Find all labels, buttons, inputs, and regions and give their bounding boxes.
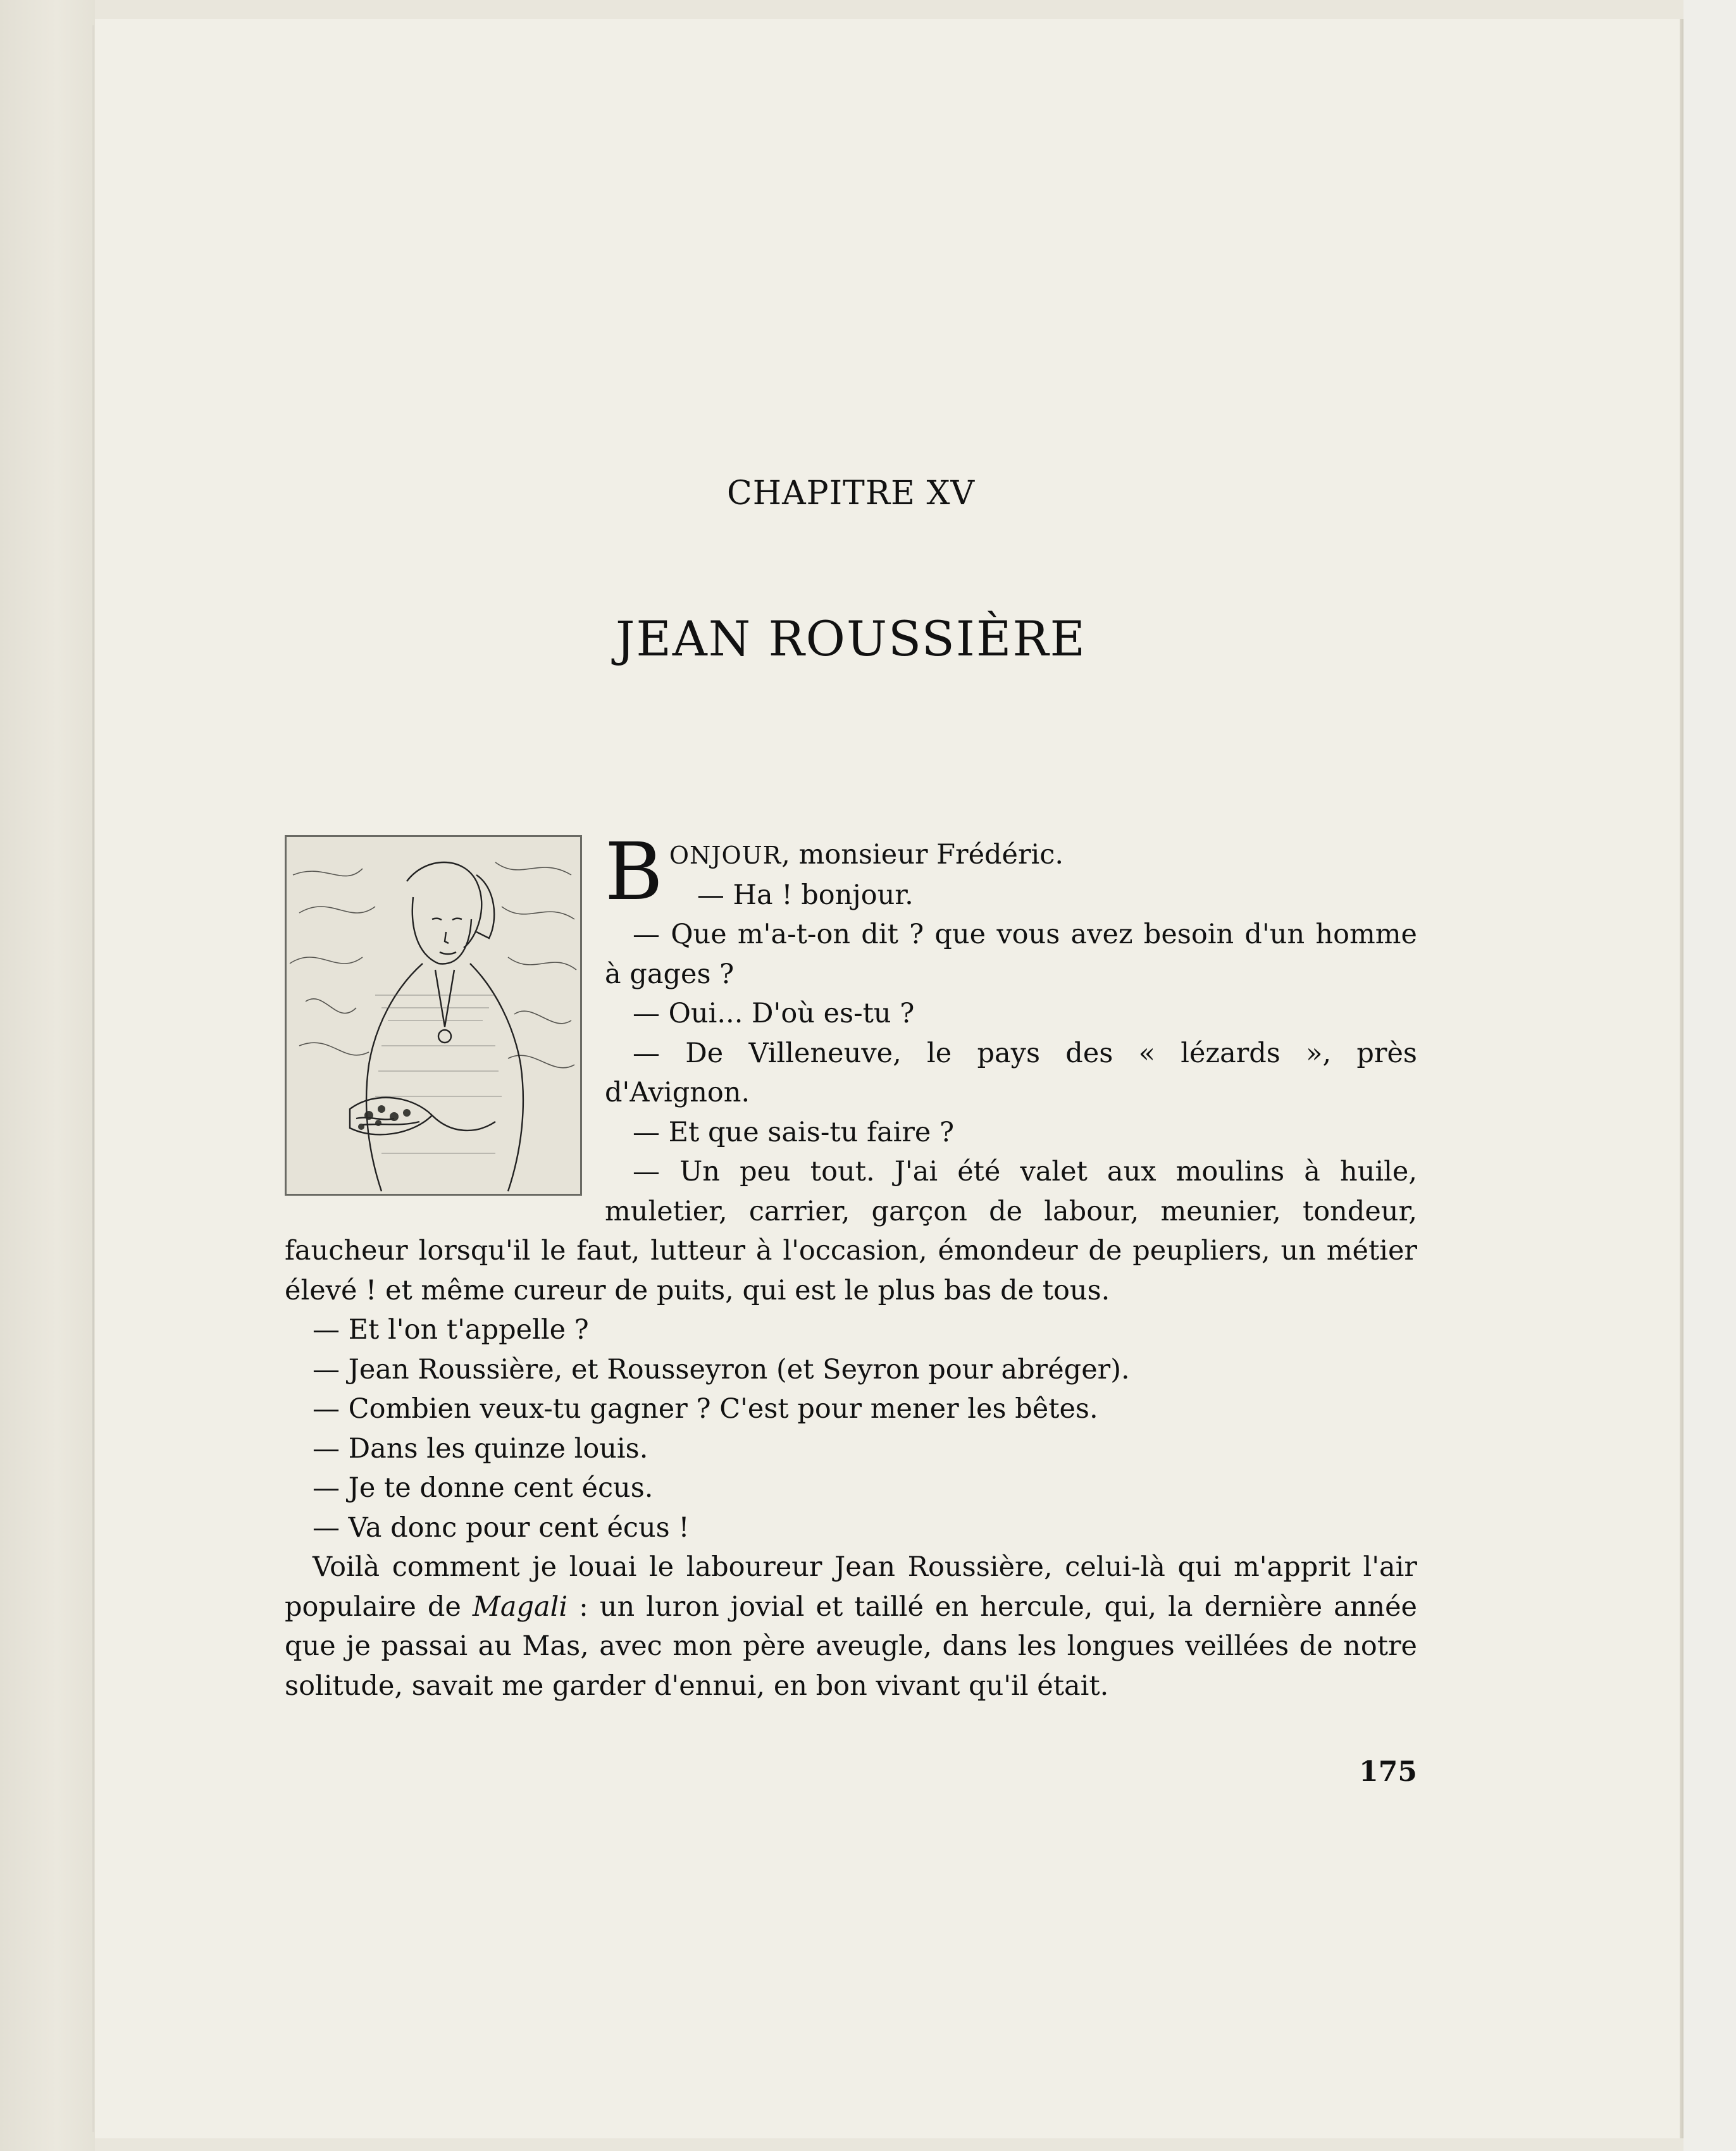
opening-small-caps: ONJOUR (669, 841, 782, 869)
spine-fold (92, 25, 94, 2132)
closing-before: Voilà comment je louai le laboureur Jean Roussière, celui-là qui m'apprit l'air populaire de (285, 1551, 1417, 1623)
dialogue-line: — Oui... D'où es-tu ? (633, 998, 915, 1029)
chapter-number: CHAPITRE XV (726, 474, 976, 512)
book-gutter (0, 0, 95, 2151)
dialogue-line: — Va donc pour cent écus ! (313, 1511, 690, 1544)
opening-rest: , monsieur Frédéric. (781, 839, 1064, 871)
page-number: 175 (1359, 1756, 1417, 1788)
drop-cap: B (605, 826, 663, 918)
dialogue-line: — Un peu tout. J'ai été valet aux moulins à huile, muletier, carrier, garçon de labour, meunier, tondeur, faucheur lorsqu'il le faut, lutteur à l'occasion, émondeur de peupliers, un métier élevé ! et même cureur de puits, qui est le plus bas de tous. (285, 1156, 1417, 1306)
dialogue-line: — Que m'a-t-on dit ? que vous avez besoin d'un homme à gages ? (605, 919, 1417, 990)
dialogue-line: — Jean Roussière, et Rousseyron (et Seyron pour abréger). (313, 1353, 1130, 1385)
dialogue-line: — Et que sais-tu faire ? (633, 1116, 955, 1148)
closing-paragraph (285, 1547, 1417, 1706)
chapter-title: JEAN ROUSSIÈRE (615, 611, 1087, 667)
illustration (285, 835, 582, 1196)
dialogue-line: — Combien veux-tu gagner ? C'est pour mener les bêtes. (313, 1393, 1098, 1425)
background-margin (1683, 0, 1736, 2151)
closing-after: : un luron jovial et taillé en hercule, qui, la dernière année que je passai au Mas, avec mon père aveugle, dans les longues veillées de notre solitude, savait me garder d'ennui, en bon vivant qu'il était. (285, 1590, 1417, 1702)
dialogue-line: — Je te donne cent écus. (313, 1472, 654, 1504)
chapter-body (285, 826, 1417, 1706)
engraving-plate (285, 835, 582, 1196)
dialogue-line: — Dans les quinze louis. (313, 1432, 648, 1465)
dialogue-line: — Et l'on t'appelle ? (313, 1314, 589, 1346)
dialogue-line: — Ha ! bonjour. (697, 879, 914, 911)
woman-portrait-engraving (287, 837, 580, 1194)
dialogue-line: — De Villeneuve, le pays des « lézards », près d'Avignon. (605, 1037, 1417, 1108)
closing-italic: Magali (472, 1590, 568, 1623)
